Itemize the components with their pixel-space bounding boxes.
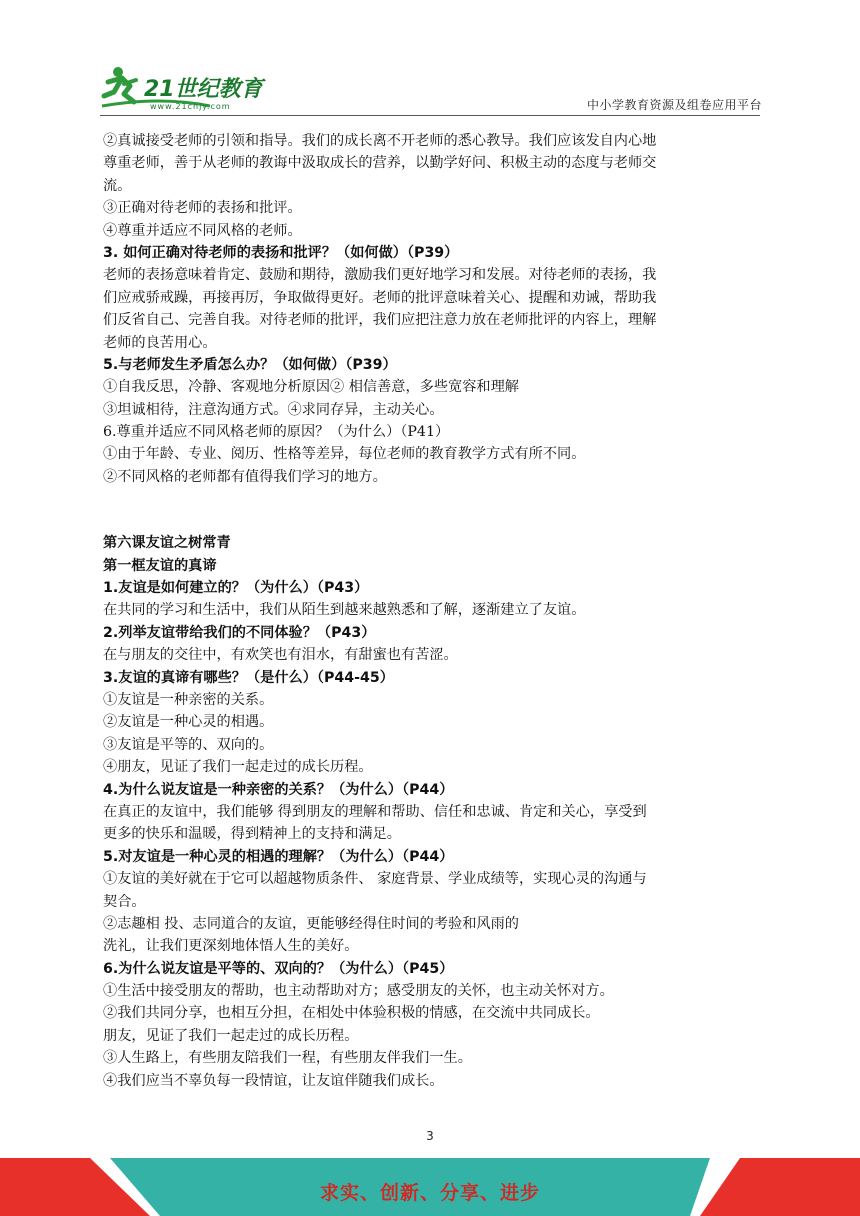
logo-text: 21世纪教育 — [144, 77, 263, 102]
text-line: 流。 — [103, 177, 132, 194]
text-line: 们应戒骄戒躁，再接再厉，争取做得更好。老师的批评意味着关心、提醒和劝诫，帮助我 — [103, 289, 657, 306]
text-line: 契合。 — [103, 893, 146, 910]
section-heading: 第六课友谊之树常青 — [103, 535, 231, 552]
text-line: ①由于年龄、专业、阅历、性格等差异，每位老师的教育教学方式有所不同。 — [103, 446, 586, 463]
logo-url: www.21cnjy.com — [150, 102, 231, 111]
text-line: ②志趣相 投、志同道合的友谊，更能够经得住时间的考验和风雨的 — [103, 915, 519, 932]
section-gap — [103, 488, 763, 532]
section-heading: 3. 如何正确对待老师的表扬和批评？（如何做）（P39） — [103, 244, 459, 261]
text-line: 老师的表扬意味着肯定、鼓励和期待，激励我们更好地学习和发展。对待老师的表扬，我 — [103, 267, 657, 284]
section-heading: 1.友谊是如何建立的？（为什么）（P43） — [103, 580, 369, 597]
text-line: ③坦诚相待，注意沟通方式。④求同存异，主动关心。 — [103, 401, 444, 418]
text-line: 更多的快乐和温暖，得到精神上的支持和满足。 — [103, 826, 401, 843]
text-line: ③友谊是平等的、双向的。 — [103, 736, 274, 753]
section-heading: 6.为什么说友谊是平等的、双向的？（为什么）（P45） — [103, 960, 454, 977]
section-heading: 5.对友谊是一种心灵的相遇的理解？（为什么）（P44） — [103, 848, 454, 865]
text-line: ①友谊的美好就在于它可以超越物质条件、 家庭背景、学业成绩等，实现心灵的沟通与 — [103, 871, 647, 888]
header-divider — [100, 115, 760, 116]
text-line: ②我们共同分享，也相互分担，在相处中体验积极的情感，在交流中共同成长。 — [103, 1005, 600, 1022]
page-header — [0, 0, 860, 120]
text-line: 在真正的友谊中，我们能够 得到朋友的理解和帮助、信任和忠诚、肯定和关心，享受到 — [103, 803, 647, 820]
text-line: ④尊重并适应不同风格的老师。 — [103, 222, 302, 239]
section-heading: 3.友谊的真谛有哪些？（是什么）（P44-45） — [103, 669, 394, 686]
platform-title: 中小学教育资源及组卷应用平台 — [586, 98, 762, 112]
text-line: 洗礼，让我们更深刻地体悟人生的美好。 — [103, 938, 359, 955]
text-line: ②友谊是一种心灵的相遇。 — [103, 714, 274, 731]
text-line: ②真诚接受老师的引领和指导。我们的成长离不开老师的悉心教导。我们应该发自内心地 — [103, 133, 657, 149]
section-heading: 4.为什么说友谊是一种亲密的关系？（为什么）（P44） — [103, 781, 454, 798]
text-line: ①友谊是一种亲密的关系。 — [103, 691, 274, 708]
text-line: ③正确对待老师的表扬和批评。 — [103, 200, 302, 217]
logo-21cnjy — [100, 62, 270, 114]
page-number: 3 — [426, 1129, 434, 1143]
text-line: 6.尊重并适应不同风格老师的原因？（为什么）（P41） — [103, 424, 450, 441]
text-line: 老师的良苦用心。 — [103, 334, 217, 351]
text-line: ④我们应当不辜负每一段情谊，让友谊伴随我们成长。 — [103, 1072, 444, 1089]
section-heading: 第一框友谊的真谛 — [103, 557, 217, 574]
text-line: 在共同的学习和生活中，我们从陌生到越来越熟悉和了解，逐渐建立了友谊。 — [103, 602, 586, 619]
text-line: ④朋友，见证了我们一起走过的成长历程。 — [103, 759, 373, 776]
section-heading: 2.列举友谊带给我们的不同体验？（P43） — [103, 624, 376, 641]
section-heading: 5.与老师发生矛盾怎么办？（如何做）（P39） — [103, 356, 397, 373]
text-line: 们反省自己、完善自我。对待老师的批评，我们应把注意力放在老师批评的内容上，理解 — [103, 312, 657, 329]
footer-slogan: 求实、创新、分享、进步 — [319, 1182, 540, 1204]
text-line: ①自我反思，冷静、客观地分析原因② 相信善意，多些宽容和理解 — [103, 379, 519, 396]
text-line: ②不同风格的老师都有值得我们学习的地方。 — [103, 468, 387, 485]
text-line: 朋友，见证了我们一起走过的成长历程。 — [103, 1027, 359, 1044]
text-line: ①生活中接受朋友的帮助，也主动帮助对方；感受朋友的关怀，也主动关怀对方。 — [103, 983, 614, 1000]
text-line: ③人生路上，有些朋友陪我们一程，有些朋友伴我们一生。 — [103, 1050, 472, 1067]
document-body — [103, 130, 763, 1092]
text-line: 在与朋友的交往中，有欢笑也有泪水，有甜蜜也有苦涩。 — [103, 647, 458, 664]
text-line: 尊重老师，善于从老师的教诲中汲取成长的营养，以勤学好问、积极主动的态度与老师交 — [103, 155, 657, 172]
